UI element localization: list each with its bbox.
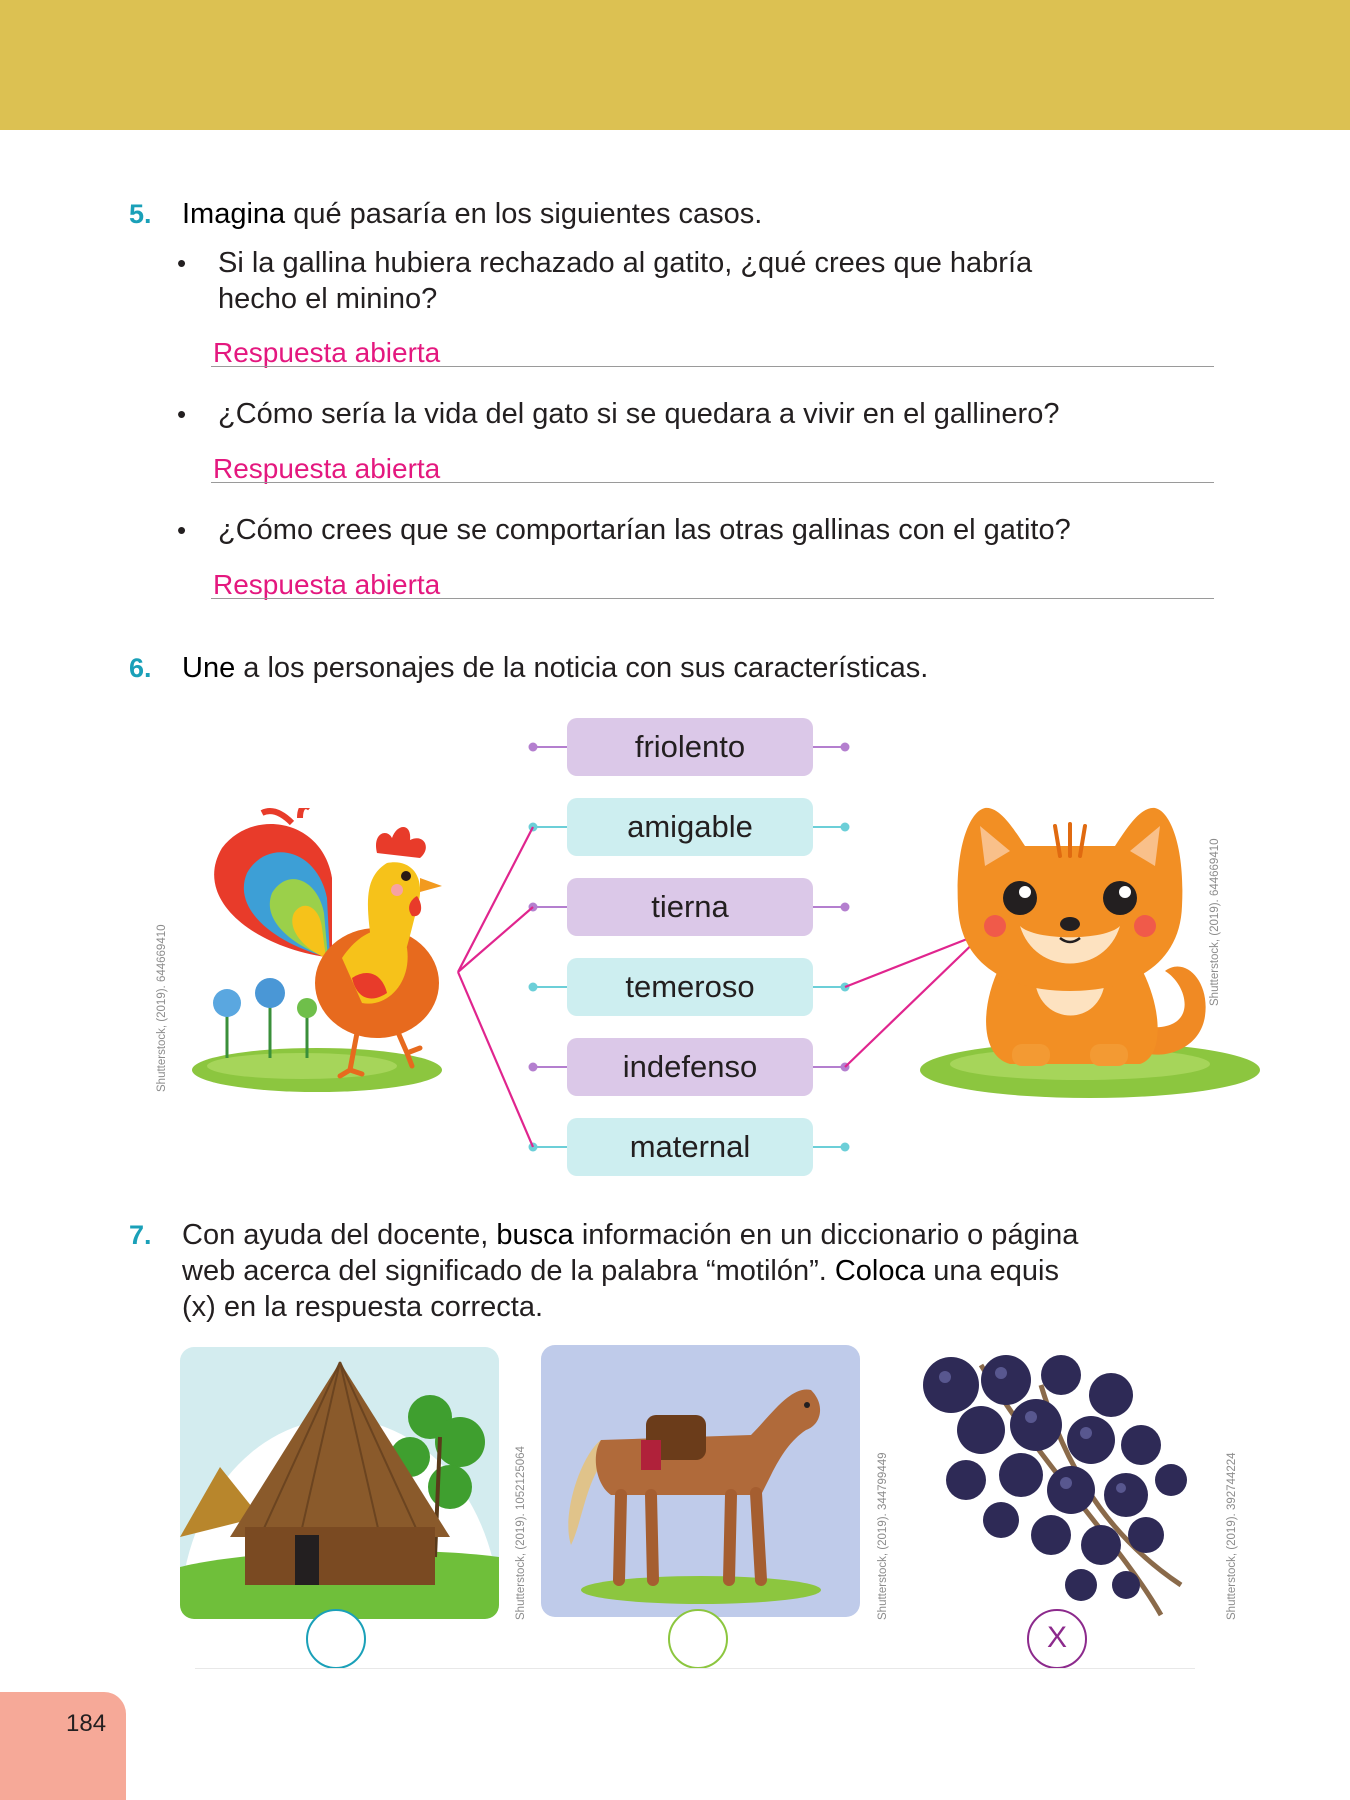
connector-dot (841, 743, 850, 752)
question-5-prompt (182, 196, 762, 232)
image-credit-hut: Shutterstock, (2019). 1052125064 (515, 1446, 527, 1620)
connector-dot (529, 743, 538, 752)
answer-line-2 (211, 482, 1214, 483)
image-credit-rooster: Shutterstock, (2019). 644669410 (156, 924, 168, 1092)
question-5-text: qué pasaría en los siguientes casos. (285, 198, 763, 230)
question-6-text: a los personajes de la noticia con sus características. (235, 652, 929, 684)
question-7-line-1-post: información en un diccionario o página (573, 1219, 1079, 1251)
question-7-line-2-pre: web acerca del significado de la palabra “motilón”. (182, 1255, 835, 1287)
chip-amigable[interactable]: amigable (567, 798, 813, 856)
option-berries-answer-circle[interactable] (1027, 1609, 1087, 1669)
bullet: • (177, 399, 187, 429)
question-7-line-1 (182, 1217, 1078, 1253)
question-5-item-2: ¿Cómo sería la vida del gato si se quedara a vivir en el gallinero? (218, 398, 1060, 430)
question-5-item-1-line-2: hecho el minino? (218, 283, 438, 315)
connector-dot (841, 1143, 850, 1152)
question-7-line-1-pre: Con ayuda del docente, (182, 1219, 497, 1251)
connector-dot (529, 1063, 538, 1072)
image-credit-berries: Shutterstock, (2019). 392744224 (1226, 1452, 1238, 1620)
connector-dot (841, 903, 850, 912)
question-6-verb: Une (182, 652, 236, 684)
image-credit-horse: Shutterstock, (2019). 344799449 (877, 1452, 889, 1620)
header-band (0, 0, 1350, 130)
question-5-verb: Imagina (182, 198, 286, 230)
question-5-item-1-line-1: Si la gallina hubiera rechazado al gatito, ¿qué crees que habría (218, 247, 1033, 279)
connector-dot (841, 823, 850, 832)
bullet: • (177, 248, 187, 278)
answer-2[interactable]: Respuesta abierta (213, 453, 441, 484)
chip-temeroso[interactable]: temeroso (567, 958, 813, 1016)
question-7-line-3: (x) en la respuesta correcta. (182, 1291, 544, 1323)
rooster-illustration (192, 808, 472, 1098)
answer-1[interactable]: Respuesta abierta (213, 337, 441, 368)
option-horse-image (541, 1345, 860, 1617)
cat-illustration (900, 806, 1260, 1106)
chip-tierna[interactable]: tierna (567, 878, 813, 936)
chip-maternal[interactable]: maternal (567, 1118, 813, 1176)
question-7-line-2 (182, 1253, 1059, 1289)
option-hut-image (180, 1347, 499, 1619)
image-credit-cat: Shutterstock, (2019). 644669410 (1209, 838, 1221, 1006)
chip-friolento[interactable]: friolento (567, 718, 813, 776)
bullet: • (177, 515, 187, 545)
answer-3[interactable]: Respuesta abierta (213, 569, 441, 600)
x-mark: X (1046, 1621, 1067, 1654)
question-7-number: 7. (129, 1220, 152, 1250)
option-berries-image (921, 1345, 1201, 1617)
page-number: 184 (66, 1710, 107, 1737)
answer-line-3 (211, 598, 1214, 599)
question-5-item-3: ¿Cómo crees que se comportarían las otras gallinas con el gatito? (218, 514, 1071, 546)
connector-dot (529, 983, 538, 992)
page-number-tab (0, 1692, 126, 1800)
question-7-verb-2: Coloca (834, 1255, 926, 1287)
question-7-verb-1: busca (496, 1219, 574, 1251)
question-5-number: 5. (129, 199, 152, 229)
footer-divider (195, 1668, 1195, 1669)
option-hut-answer-circle[interactable] (306, 1609, 366, 1669)
answer-line-1 (211, 366, 1214, 367)
option-horse-answer-circle[interactable] (668, 1609, 728, 1669)
question-6-prompt (182, 650, 928, 686)
chip-indefenso[interactable]: indefenso (567, 1038, 813, 1096)
question-6-number: 6. (129, 653, 152, 683)
question-7-line-2-post: una equis (925, 1255, 1059, 1287)
